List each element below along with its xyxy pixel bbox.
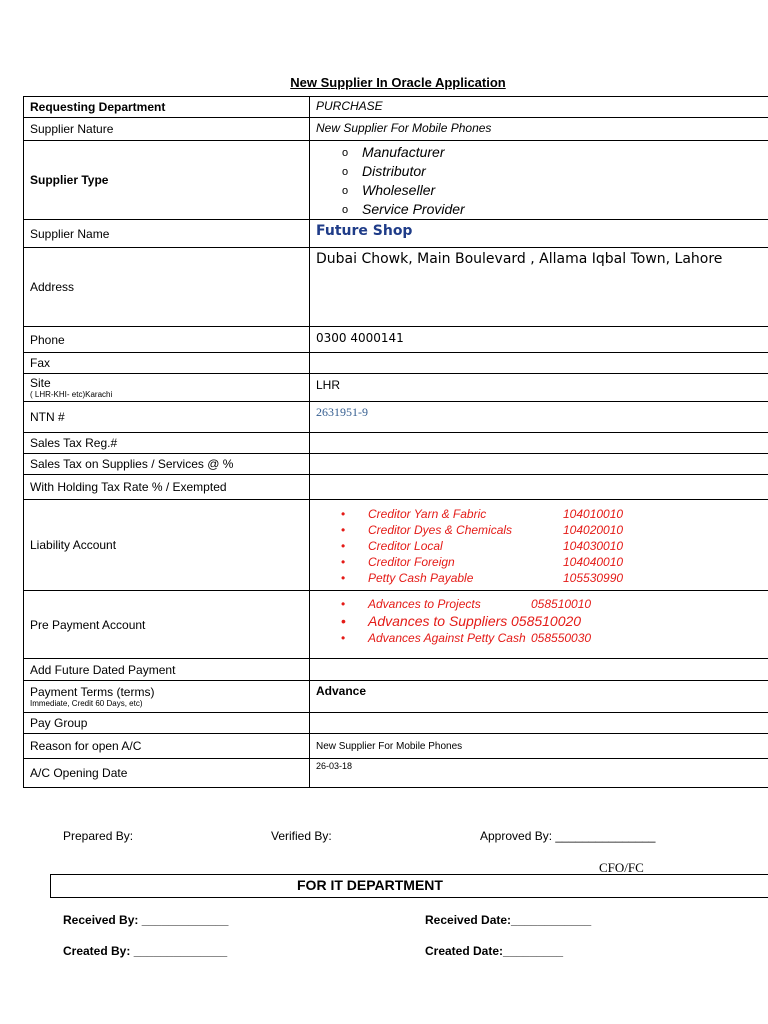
requesting-department-label: Requesting Department xyxy=(24,97,310,118)
withholding-tax-value[interactable] xyxy=(310,475,768,500)
row-sales-tax-supplies xyxy=(24,454,768,475)
account-item[interactable] xyxy=(341,630,768,646)
row-sales-tax-reg xyxy=(24,433,768,454)
site-label: Site xyxy=(30,376,51,390)
account-name: Creditor Yarn & Fabric xyxy=(368,507,487,521)
account-item[interactable] xyxy=(341,554,768,570)
pre-payment-account-value xyxy=(310,591,768,659)
reason-label: Reason for open A/C xyxy=(24,734,310,759)
row-withholding-tax xyxy=(24,475,768,500)
site-label-cell xyxy=(24,374,310,402)
row-address xyxy=(24,248,768,327)
pre-payment-account-label: Pre Payment Account xyxy=(24,591,310,659)
pre-payment-account-list xyxy=(316,596,768,646)
sales-tax-reg-value[interactable] xyxy=(310,433,768,454)
supplier-name-value[interactable]: Future Shop xyxy=(310,220,768,248)
row-supplier-nature xyxy=(24,118,768,141)
account-code: 105530990 xyxy=(563,571,624,585)
fax-value[interactable] xyxy=(310,353,768,374)
supplier-type-label: Supplier Type xyxy=(24,141,310,220)
ntn-label: NTN # xyxy=(24,402,310,433)
payment-terms-value[interactable]: Advance xyxy=(310,681,768,713)
account-code: 104040010 xyxy=(563,555,624,569)
supplier-form-table xyxy=(23,96,768,788)
row-phone xyxy=(24,327,768,353)
account-code: 104030010 xyxy=(563,539,624,553)
account-name: Advances to Suppliers xyxy=(368,613,508,629)
row-pay-group xyxy=(24,713,768,734)
site-sublabel: ( LHR-KHI- etc)Karachi xyxy=(30,390,113,399)
row-liability-account xyxy=(24,500,768,591)
account-name: Creditor Local xyxy=(368,539,443,553)
requesting-department-value[interactable]: PURCHASE xyxy=(310,97,768,118)
approved-by-label: Approved By: _______________ xyxy=(480,829,656,843)
account-code: 104010010 xyxy=(563,507,624,521)
address-label: Address xyxy=(24,248,310,327)
account-name: Creditor Dyes & Chemicals xyxy=(368,523,513,537)
row-site xyxy=(24,374,768,402)
liability-account-list xyxy=(316,506,768,586)
row-supplier-type xyxy=(24,141,768,220)
account-code: 058510020 xyxy=(511,613,582,629)
sales-tax-reg-label: Sales Tax Reg.# xyxy=(24,433,310,454)
row-requesting-department xyxy=(24,97,768,118)
verified-by-label: Verified By: xyxy=(271,829,332,843)
address-value[interactable]: Dubai Chowk, Main Boulevard , Allama Iqbal Town, Lahore xyxy=(310,248,768,327)
supplier-nature-value[interactable]: New Supplier For Mobile Phones xyxy=(310,118,768,141)
prepared-by-label: Prepared By: xyxy=(63,829,134,843)
account-name: Advances to Projects xyxy=(368,597,481,611)
cfo-label: CFO/FC xyxy=(599,860,644,875)
sales-tax-supplies-label: Sales Tax on Supplies / Services @ % xyxy=(24,454,310,475)
liability-account-value xyxy=(310,500,768,591)
phone-value[interactable]: 0300 4000141 xyxy=(310,327,768,353)
account-item[interactable] xyxy=(341,538,768,554)
sales-tax-supplies-value[interactable] xyxy=(310,454,768,475)
row-fax xyxy=(24,353,768,374)
account-code: 104020010 xyxy=(563,523,624,537)
page-title: New Supplier In Oracle Application xyxy=(290,75,506,90)
account-name: Petty Cash Payable xyxy=(368,571,474,585)
option-service-provider[interactable]: o Service Provider xyxy=(342,200,768,219)
row-future-dated-payment xyxy=(24,659,768,681)
account-item[interactable] xyxy=(341,506,768,522)
fax-label: Fax xyxy=(24,353,310,374)
payment-terms-sublabel: Immediate, Credit 60 Days, etc) xyxy=(30,699,143,708)
reason-value[interactable]: New Supplier For Mobile Phones xyxy=(310,734,768,759)
created-by-label: Created By: ______________ xyxy=(63,944,228,958)
account-item[interactable] xyxy=(341,612,768,630)
account-name: Advances Against Petty Cash xyxy=(368,631,526,645)
pay-group-value[interactable] xyxy=(310,713,768,734)
option-manufacturer[interactable]: o Manufacturer xyxy=(342,143,768,162)
received-by-label: Received By: _____________ xyxy=(63,913,229,927)
row-ntn xyxy=(24,402,768,433)
ntn-value[interactable]: 2631951-9 xyxy=(310,402,768,433)
supplier-nature-label: Supplier Nature xyxy=(24,118,310,141)
future-dated-payment-label: Add Future Dated Payment xyxy=(24,659,310,681)
row-supplier-name xyxy=(24,220,768,248)
payment-terms-label: Payment Terms (terms) xyxy=(30,685,155,699)
account-item[interactable] xyxy=(341,570,768,586)
payment-terms-label-cell xyxy=(24,681,310,713)
pay-group-label: Pay Group xyxy=(24,713,310,734)
row-opening-date xyxy=(24,759,768,788)
account-item[interactable] xyxy=(341,596,768,612)
option-wholeseller[interactable]: o Wholeseller xyxy=(342,181,768,200)
supplier-type-value xyxy=(310,141,768,220)
account-name: Creditor Foreign xyxy=(368,555,455,569)
opening-date-label: A/C Opening Date xyxy=(24,759,310,788)
liability-account-label: Liability Account xyxy=(24,500,310,591)
opening-date-value[interactable]: 26-03-18 xyxy=(310,759,768,788)
account-code: 058510010 xyxy=(531,597,592,611)
created-date-label: Created Date:_________ xyxy=(425,944,564,958)
option-distributor[interactable]: o Distributor xyxy=(342,162,768,181)
account-code: 058550030 xyxy=(531,631,592,645)
received-date-label: Received Date:____________ xyxy=(425,913,592,927)
supplier-name-label: Supplier Name xyxy=(24,220,310,248)
withholding-tax-label: With Holding Tax Rate % / Exempted xyxy=(24,475,310,500)
future-dated-payment-value[interactable] xyxy=(310,659,768,681)
site-value[interactable]: LHR xyxy=(310,374,768,402)
it-department-title: FOR IT DEPARTMENT xyxy=(297,877,443,893)
phone-label: Phone xyxy=(24,327,310,353)
row-pre-payment-account xyxy=(24,591,768,659)
supplier-type-options xyxy=(316,143,768,219)
row-payment-terms xyxy=(24,681,768,713)
account-item[interactable] xyxy=(341,522,768,538)
row-reason xyxy=(24,734,768,759)
